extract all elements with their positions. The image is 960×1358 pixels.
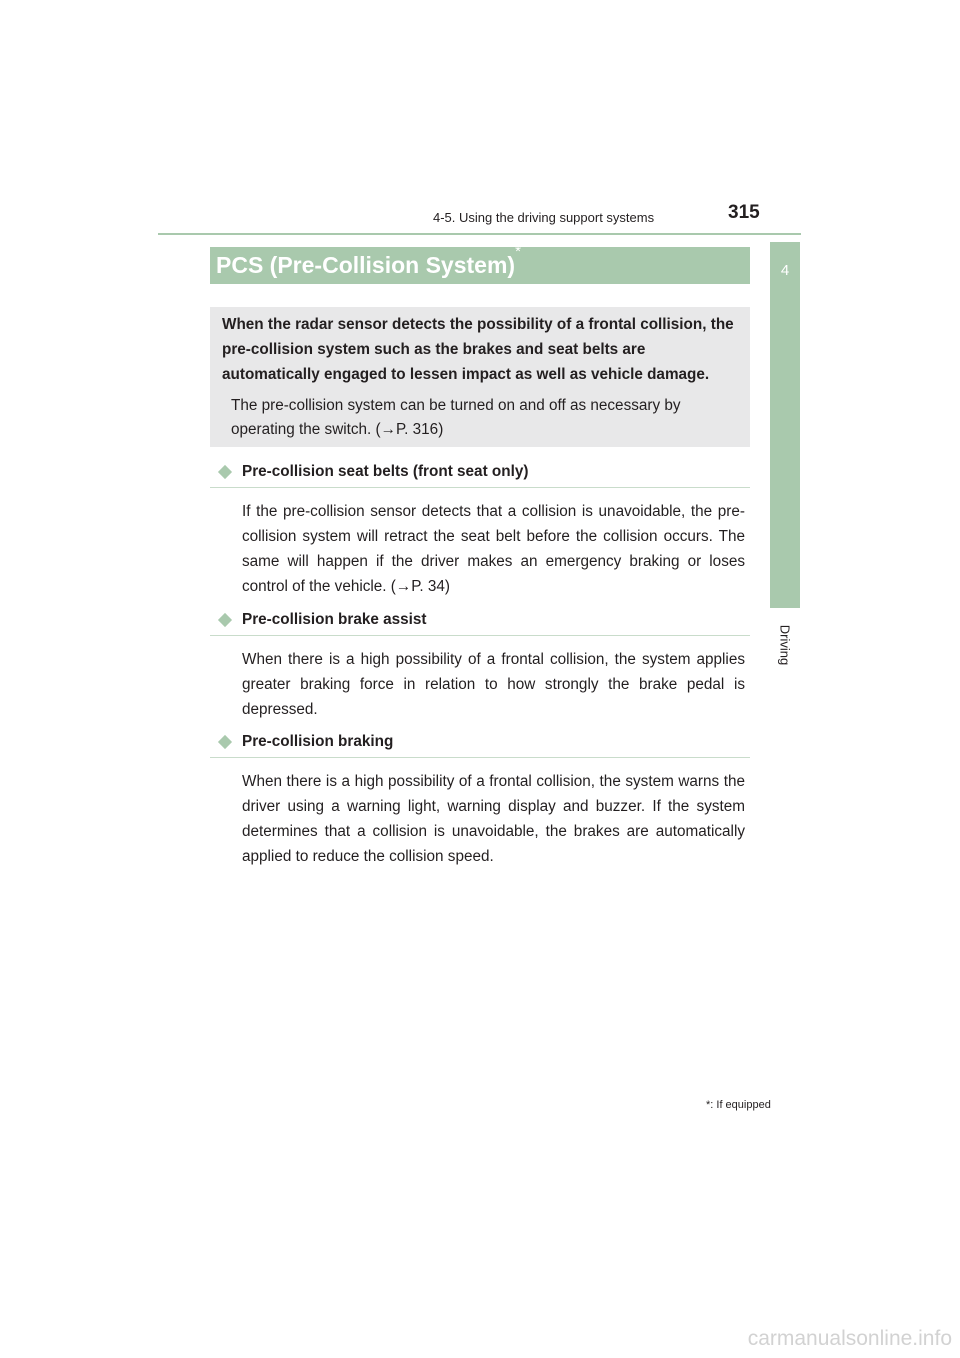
page-number: 315 [728, 202, 760, 223]
intro-bold-text: When the radar sensor detects the possibility of a frontal collision, the pre-collision system such as the brakes and seat belts are automatically engaged to lessen impact as well as vehicle damage. [222, 316, 734, 383]
section-heading-text: Pre-collision seat belts (front seat only) [242, 463, 529, 480]
section-brake-assist [210, 609, 750, 722]
section-heading [210, 461, 750, 488]
chapter-label: Driving [777, 624, 793, 666]
chapter-side-tab [770, 242, 800, 608]
section-seat-belts [210, 461, 750, 599]
header-section-title: 4-5. Using the driving support systems [433, 210, 655, 225]
section-heading [210, 609, 750, 636]
section-heading-text: Pre-collision brake assist [242, 611, 427, 628]
watermark: carmanualsonline.info [747, 1327, 952, 1350]
section-heading-text: Pre-collision braking [242, 733, 394, 750]
page-title-bar [210, 243, 750, 284]
diamond-bullet-icon [218, 735, 232, 749]
section-body: When there is a high possibility of a frontal collision, the system warns the driver using a warning light, warning display and buzzer. If the system determines that a collision is unavoidable, the brakes are automatically applied to reduce the collision speed. [242, 773, 745, 865]
diamond-bullet-icon [218, 613, 232, 627]
footnote-mark: * [515, 243, 521, 260]
footnote: *: If equipped [706, 1099, 771, 1111]
section-heading [210, 731, 750, 758]
chapter-number: 4 [780, 262, 790, 279]
page-title: PCS (Pre-Collision System) [216, 252, 516, 278]
section-braking [210, 731, 750, 869]
section-body: If the pre-collision sensor detects that a collision is unavoidable, the pre-collision system will retract the seat belt before the collision occurs. The same will happen if the driver makes an emergency braking or loses control of the vehicle. (→P. 34) [242, 503, 745, 595]
diamond-bullet-icon [218, 465, 232, 479]
section-body: When there is a high possibility of a frontal collision, the system applies greater braking force in relation to how strongly the brake pedal is depressed. [242, 651, 745, 718]
intro-normal-text: The pre-collision system can be turned on and off as necessary by operating the switch. (→P. 316) [231, 397, 681, 438]
intro-box [210, 307, 750, 447]
header-divider [158, 233, 801, 235]
